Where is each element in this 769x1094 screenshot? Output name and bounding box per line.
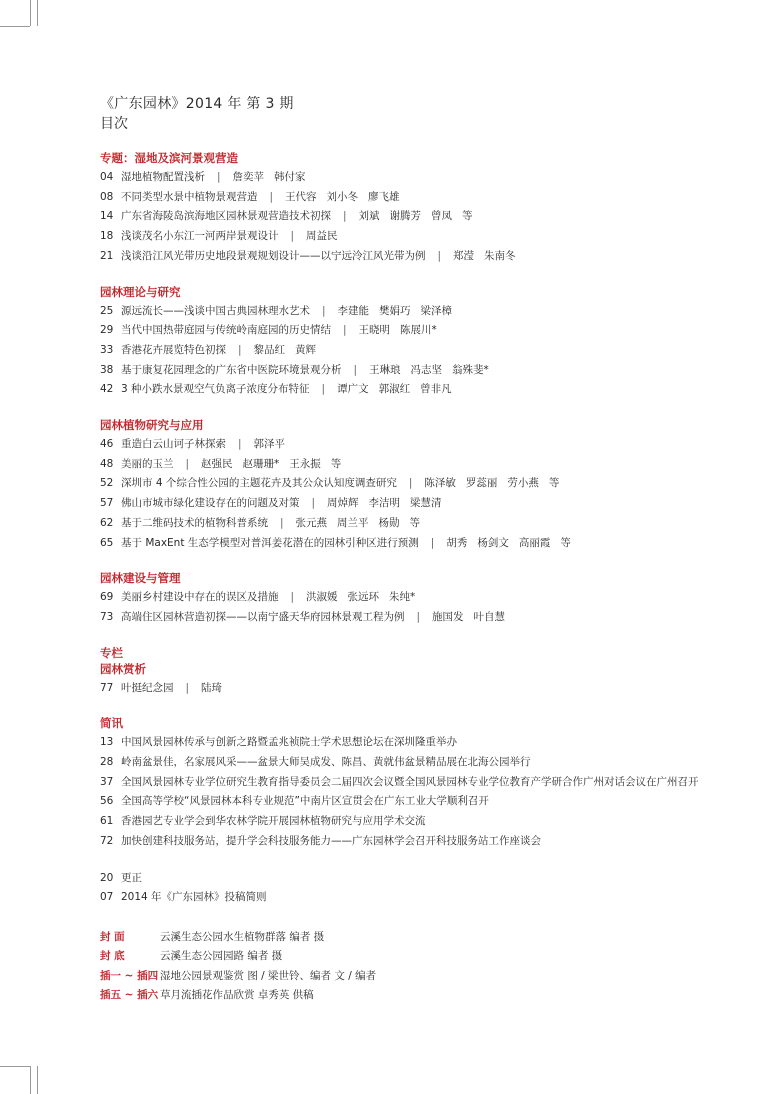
section-title: 园林建设与管理 [100,571,181,586]
author-name: 李建能 [337,304,370,317]
page-number: 04 [100,171,114,183]
entry-authors [327,494,442,514]
toc-entry [100,474,740,494]
author-name: 黄辉 [295,343,317,356]
toc-section [100,570,740,627]
entry-title: 浅谈沿江风光带历史地段景观规划设计——以宁远泠江风光带为例 [121,249,426,262]
author-name: 黎品红 [253,343,286,356]
credit-row [100,986,740,1006]
page-number: 38 [100,363,114,376]
author-name: 朱南冬 [484,249,516,262]
separator: | [185,457,190,470]
author-name: 洪淑媛 [306,591,338,604]
author-name: 等 [409,516,421,529]
author-name: 曾凤 [431,210,453,223]
entry-authors [296,514,421,534]
author-name: 周兰平 [337,516,369,529]
credit-text: 云溪生态公园园路 编者 摄 [160,950,283,963]
crop-mark-bottom-left-h [0,1066,30,1067]
author-name: 王晓明 [358,324,391,337]
credit-row [100,967,740,987]
entry-title: 源远流长——浅谈中国古典园林理水艺术 [121,304,310,317]
author-name: 周益民 [306,230,338,243]
author-name: 樊娟巧 [379,304,411,317]
page-number: 20 [100,871,114,884]
entry-authors [285,188,400,208]
section-title: 专栏 [100,645,123,660]
author-name: 施国发 [432,610,464,623]
toc-sections [100,150,740,628]
toc-section [100,417,740,553]
author-name: 等 [548,477,560,490]
author-name: 赵珊珊* [242,457,280,470]
entry-title: 香港花卉展览特色初探 [121,343,226,356]
separator: | [238,438,242,451]
entry-authors [233,168,306,188]
author-name: 等 [462,210,473,223]
crop-mark-top-left-v2 [37,0,38,26]
page-number: 33 [100,343,114,356]
entry-authors [201,455,341,475]
toc-entry [100,733,740,753]
separator: | [343,210,347,223]
entry-authors [254,435,286,455]
page-number: 21 [100,249,114,262]
separator: | [290,230,295,243]
toc-entry [100,380,740,400]
entry-authors [254,341,317,361]
credit-label: 插五 ~ 插六 [100,989,159,1002]
crop-mark-bottom-left-v2 [37,1066,38,1094]
page-number: 25 [100,304,114,317]
toc-entry [100,361,740,381]
page-number: 14 [100,210,114,223]
entry-title: 佛山市城市绿化建设存在的问题及对策 [121,497,300,510]
author-name: 罗蕊丽 [465,477,498,490]
toc-entry [100,608,740,628]
column-section [100,645,740,699]
credits-section [100,928,740,1006]
entry-title: 美丽乡村建设中存在的误区及措施 [121,591,279,604]
entry-authors [306,227,338,247]
author-name: 陆琦 [201,681,223,694]
news-section [100,715,740,851]
toc-entry [100,341,740,361]
toc-entry [100,247,740,267]
author-name: 梁慧清 [410,497,442,510]
section-title: 园林植物研究与应用 [100,418,204,433]
author-name: 陈泽敏 [424,477,456,490]
author-name: 陈展川* [400,324,437,337]
separator: | [311,497,316,510]
toc-entry [100,188,740,208]
page-number: 69 [100,591,114,604]
entry-title: 浅谈茂名小东江一河两岸景观设计 [121,230,279,243]
entry-authors [359,321,437,341]
page-number: 52 [100,477,114,490]
entry-title: 中国风景园林传承与创新之路暨孟兆祯院士学术思想论坛在深圳隆重举办 [121,736,457,749]
separator: | [290,591,295,604]
page-number: 77 [100,681,114,694]
toc-entry [100,514,740,534]
toc-entry [100,494,740,514]
entry-title: 岭南盆景佳，名家展风采——盆景大师吴成发、陈昌、黄就伟盆景精品展在北海公园举行 [121,756,531,769]
credit-text: 湿地公园景观鉴赏 图 / 梁世铃、编者 文 / 编者 [160,969,377,982]
entry-authors [432,608,505,628]
entry-authors [424,474,559,494]
author-name: 等 [330,457,342,470]
page-number: 57 [100,497,114,510]
toc-entry [100,812,740,832]
separator: | [408,477,413,490]
entry-title: 不同类型水景中植物景观营造 [121,190,258,203]
page-number: 13 [100,736,114,749]
toc-entry [100,534,740,554]
misc-section [100,869,740,908]
separator: | [238,343,242,356]
separator: | [321,383,326,396]
toc-section [100,150,740,267]
page-number: 62 [100,516,114,529]
toc-entry [100,321,740,341]
author-name: 胡秀 [446,536,468,549]
entry-title: 3 种小跌水景观空气负离子浓度分布特征 [121,383,310,396]
author-name: 赵强民 [201,457,233,470]
page-number: 73 [100,610,114,623]
page-number: 65 [100,536,114,549]
author-name: 等 [560,536,571,549]
author-name: 周焯辉 [327,497,359,510]
credit-label: 封 底 [100,950,125,963]
separator: | [217,171,221,183]
toc-entry [100,753,740,773]
author-name: 冯志坚 [410,363,443,376]
author-name: 廖飞雄 [368,190,400,203]
page-number: 28 [100,756,114,769]
author-name: 李洁明 [368,497,401,510]
author-name: 叶自慧 [473,610,506,623]
entry-authors [201,679,222,699]
entry-title: 叶挺纪念园 [121,681,174,694]
author-name: 杨剑文 [477,536,509,549]
author-name: 詹奕苹 [232,171,265,183]
entry-title: 基于 MaxEnt 生态学模型对普洱姜花潜在的园林引种区进行预测 [121,536,419,549]
author-name: 郭泽平 [253,438,286,451]
crop-mark-bottom-left-v [30,1066,31,1094]
page-number: 48 [100,457,114,470]
author-name: 郑滢 [453,249,475,262]
page-number: 72 [100,834,114,847]
author-name: 谭广文 [337,383,369,396]
entry-title: 香港园艺专业学会到华农林学院开展园林植物研究与应用学术交流 [121,815,426,828]
entry-title: 深圳市 4 个综合性公园的主题花卉及其公众认知度调查研究 [121,477,397,490]
section-subtitle: 园林赏析 [100,661,146,676]
entry-title: 基于二维码技术的植物科普系统 [121,516,268,529]
contents-heading: 目次 [100,116,128,132]
toc-entry [100,207,740,227]
entry-title: 当代中国热带庭园与传统岭南庭园的历史情结 [121,324,331,337]
separator: | [353,363,358,376]
entry-title: 加快创建科技服务站，提升学会科技服务能力——广东园林学会召开科技服务站工作座谈会 [121,834,541,847]
credit-label: 插一 ~ 插四 [100,969,159,982]
author-name: 韩付家 [274,171,306,183]
page-number: 37 [100,775,114,788]
separator: | [322,304,326,317]
entry-title: 2014 年《广东园林》投稿简则 [121,891,267,904]
author-name: 翁殊斐* [452,363,489,376]
credit-row [100,947,740,967]
credit-row [100,928,740,948]
author-name: 王永振 [289,457,321,470]
toc-entry [100,773,740,793]
entry-title: 更正 [121,871,142,884]
toc-entry [100,869,740,889]
page-number: 56 [100,795,114,808]
entry-title: 湿地植物配置浅析 [121,171,205,183]
author-name: 王代容 [285,190,317,203]
separator: | [430,536,435,549]
page-number: 46 [100,438,114,451]
separator: | [280,516,284,529]
separator: | [343,324,347,337]
section-title: 园林理论与研究 [100,284,181,299]
toc-entry [100,302,740,322]
author-name: 刘小冬 [326,190,359,203]
entry-authors [306,588,415,608]
separator: | [269,190,274,203]
page-number: 42 [100,383,114,396]
author-name: 梁泽樟 [420,304,453,317]
entry-title: 重造白云山诃子林探索 [121,438,226,451]
author-name: 朱纯* [389,591,416,604]
toc-entry [100,588,740,608]
section-title: 简讯 [100,716,123,731]
author-name: 杨勋 [378,516,400,529]
author-name: 曾非凡 [420,383,452,396]
toc-section [100,284,740,401]
author-name: 劳小燕 [507,477,539,490]
entry-title: 美丽的玉兰 [121,457,174,470]
crop-mark-top-left-v [30,0,31,26]
page-number: 61 [100,815,114,828]
entry-title: 全国风景园林专业学位研究生教育指导委员会二届四次会议暨全国风景园林专业学位教育产学研合作广州对话会议在广州召开 [121,775,699,788]
toc-entry [100,455,740,475]
separator: | [185,681,190,694]
page-number: 08 [100,190,114,203]
page-number: 29 [100,324,114,337]
entry-title: 高端住区园林营造初探——以南宁盛天华府园林景观工程为例 [121,610,405,623]
page-number: 07 [100,891,114,904]
entry-authors [359,207,473,227]
toc-entry [100,832,740,852]
issue-title: 《广东园林》2014 年 第 3 期 [100,96,294,112]
author-name: 谢腾芳 [389,210,422,223]
toc-entry [100,435,740,455]
entry-title: 广东省海陵岛滨海地区园林景观营造技术初探 [121,210,331,223]
toc-entry [100,679,740,699]
toc-page [100,96,740,1006]
toc-entry [100,168,740,188]
entry-title: 基于康复花园理念的广东省中医院环境景观分析 [121,363,342,376]
section-title: 专题：湿地及滨河景观营造 [100,151,238,165]
entry-authors [338,302,453,322]
credit-label: 封 面 [100,930,125,943]
toc-entry [100,227,740,247]
toc-entry [100,792,740,812]
separator: | [437,249,442,262]
entry-authors [446,534,571,554]
author-name: 郭淑红 [378,383,411,396]
page-number: 18 [100,230,114,243]
author-name: 刘斌 [358,210,380,223]
entry-authors [337,380,452,400]
toc-entry [100,888,740,908]
author-name: 张元燕 [295,516,328,529]
entry-authors [369,361,489,381]
credit-text: 云溪生态公园水生植物群落 编者 摄 [160,930,325,943]
entry-title: 全国高等学校“风景园林本科专业规范”中南片区宣贯会在广东工业大学顺利召开 [121,795,489,808]
author-name: 高丽霞 [518,536,551,549]
credit-text: 草月流插花作品欣赏 卓秀英 供稿 [160,989,314,1002]
author-name: 张远环 [347,591,380,604]
separator: | [416,610,421,623]
author-name: 王琳琅 [369,363,401,376]
entry-authors [453,247,516,267]
crop-mark-top-left-h [0,26,30,27]
